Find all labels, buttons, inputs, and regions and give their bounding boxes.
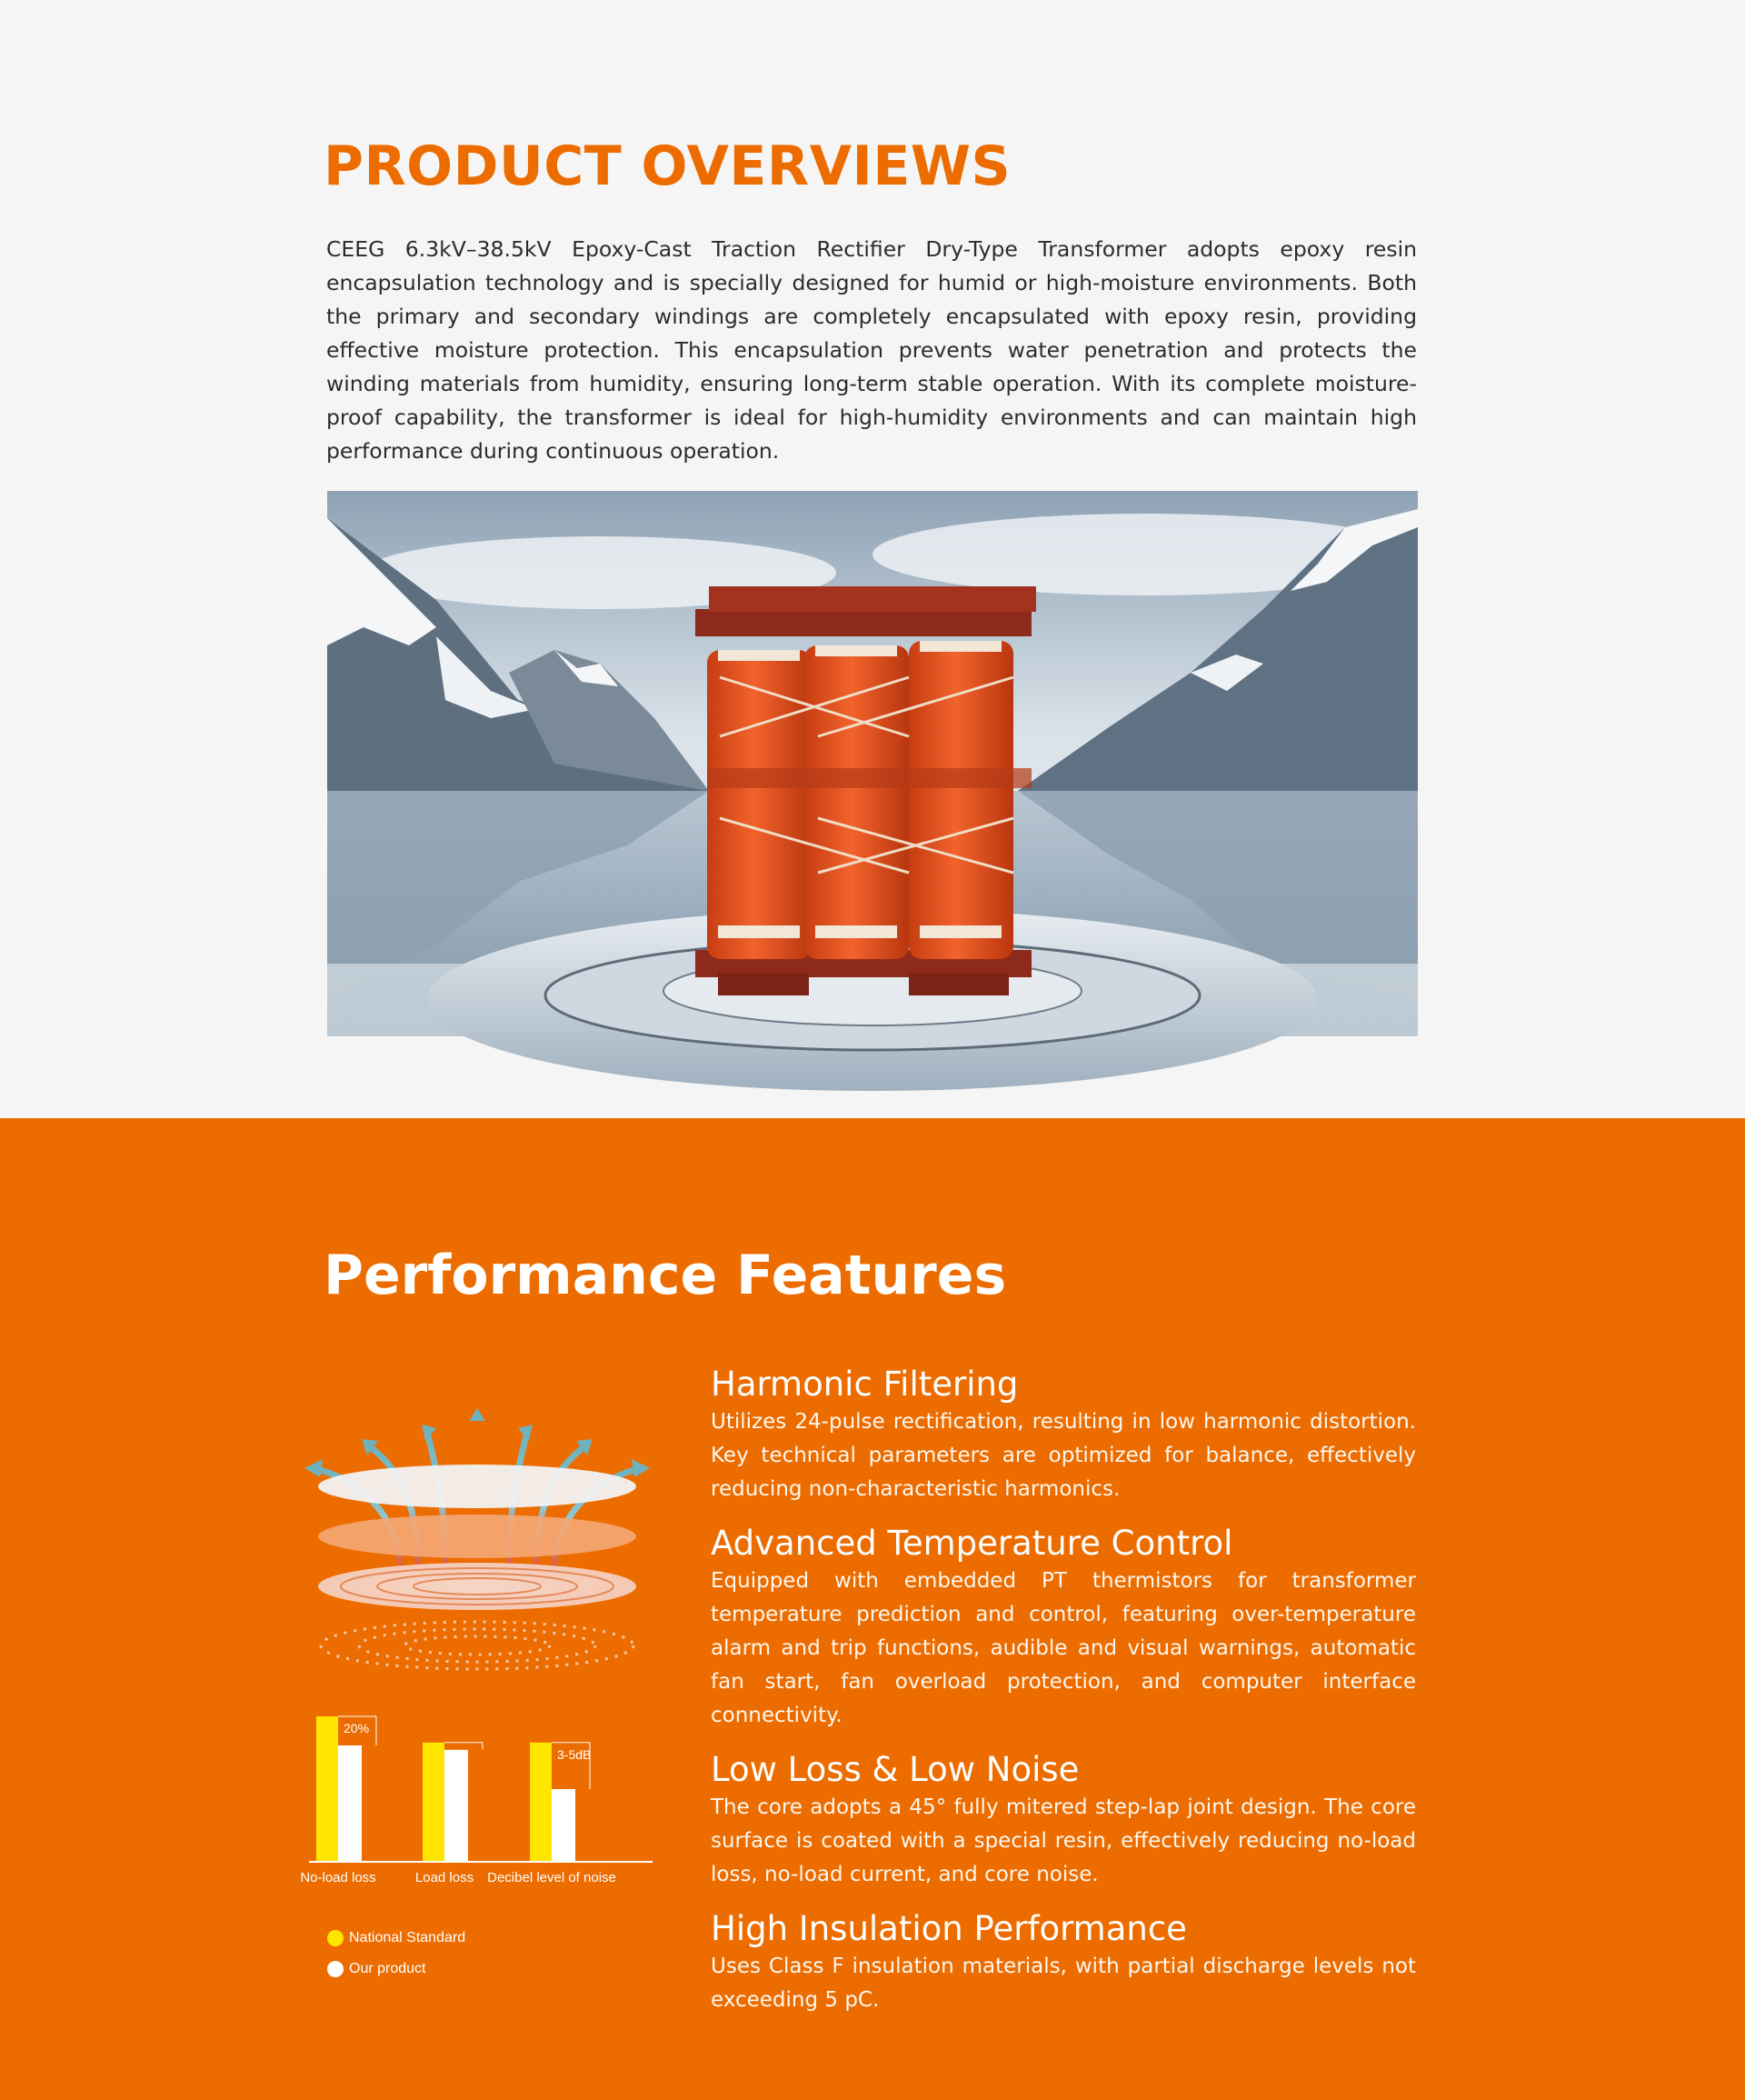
- heat-dissipation-illustration: [300, 1368, 654, 1695]
- performance-section: [0, 1118, 1745, 2100]
- transformer-hero-image: [327, 491, 1418, 1036]
- overview-paragraph: CEEG 6.3kV–38.5kV Epoxy-Cast Traction Rectifier Dry-Type Transformer adopts epoxy resin encapsulation technology and is specially designed for humid or high-moisture environments. Both the primary and secondary windings are completely encapsulated with epoxy resin, providing effective moisture protection. This encapsulation prevents water penetration and protects the winding materials from humidity, ensuring long-term stable operation. With its complete moisture-proof capability, the transformer is ideal for high-humidity environments and can maintain high performance during continuous operation.: [326, 236, 1417, 464]
- feature-text: Uses Class F insulation materials, with partial discharge levels not exceeding 5 pC.: [711, 1955, 1416, 2012]
- feature-text: Equipped with embedded PT thermistors for transformer temperature prediction and control, featuring over-temperature alarm and trip functions, audible and visual warnings, automatic fan start, fan overload protection, and computer interface connectivity.: [711, 1569, 1416, 1727]
- transformer-illustration: [327, 491, 1418, 1036]
- category-label: Load loss: [414, 1870, 474, 1885]
- overview-title: PRODUCT OVERVIEWS: [324, 135, 1012, 198]
- legend-national-label: National Standard: [349, 1930, 466, 1945]
- feature-title: Advanced Temperature Control: [711, 1524, 1233, 1563]
- feature-item: [711, 1364, 1416, 1506]
- legend-ours-label: Our product: [349, 1961, 426, 1976]
- feature-list: [711, 1364, 1416, 2034]
- our-product-bar: [338, 1745, 362, 1862]
- feature-text: Utilizes 24-pulse rectification, resulting in low harmonic distortion. Key technical parameters are optimized for balance, effectively reducing non-characteristic harmonics.: [711, 1410, 1416, 1501]
- legend-national: [327, 1923, 465, 1954]
- feature-title: High Insulation Performance: [711, 1909, 1187, 1948]
- feature-item: [711, 1908, 1416, 2017]
- national-standard-bar: [423, 1743, 444, 1862]
- our-product-bar: [552, 1789, 575, 1862]
- national-standard-bar: [530, 1743, 552, 1862]
- our-product-swatch-icon: [327, 1961, 344, 1977]
- feature-item: [711, 1749, 1416, 1892]
- annotation-label: 5%: [450, 1746, 469, 1762]
- category-label: No-load loss: [300, 1870, 376, 1885]
- annotation-label: 3-5dB: [557, 1746, 592, 1762]
- feature-title: Harmonic Filtering: [711, 1365, 1019, 1404]
- performance-title: Performance Features: [324, 1244, 1007, 1307]
- feature-text: The core adopts a 45° fully mitered step-lap joint design. The core surface is coated with a special resin, effectively reducing no-load loss, no-load current, and core noise.: [711, 1795, 1416, 1886]
- category-label: Decibel level of noise: [487, 1870, 616, 1885]
- annotation-label: 20%: [344, 1721, 370, 1735]
- feature-item: [711, 1523, 1416, 1733]
- chart-legend: [327, 1923, 465, 1985]
- national-standard-bar: [316, 1716, 338, 1862]
- national-standard-swatch-icon: [327, 1930, 344, 1946]
- our-product-bar: [444, 1750, 468, 1862]
- legend-ours: [327, 1954, 465, 1985]
- feature-title: Low Loss & Low Noise: [711, 1750, 1080, 1789]
